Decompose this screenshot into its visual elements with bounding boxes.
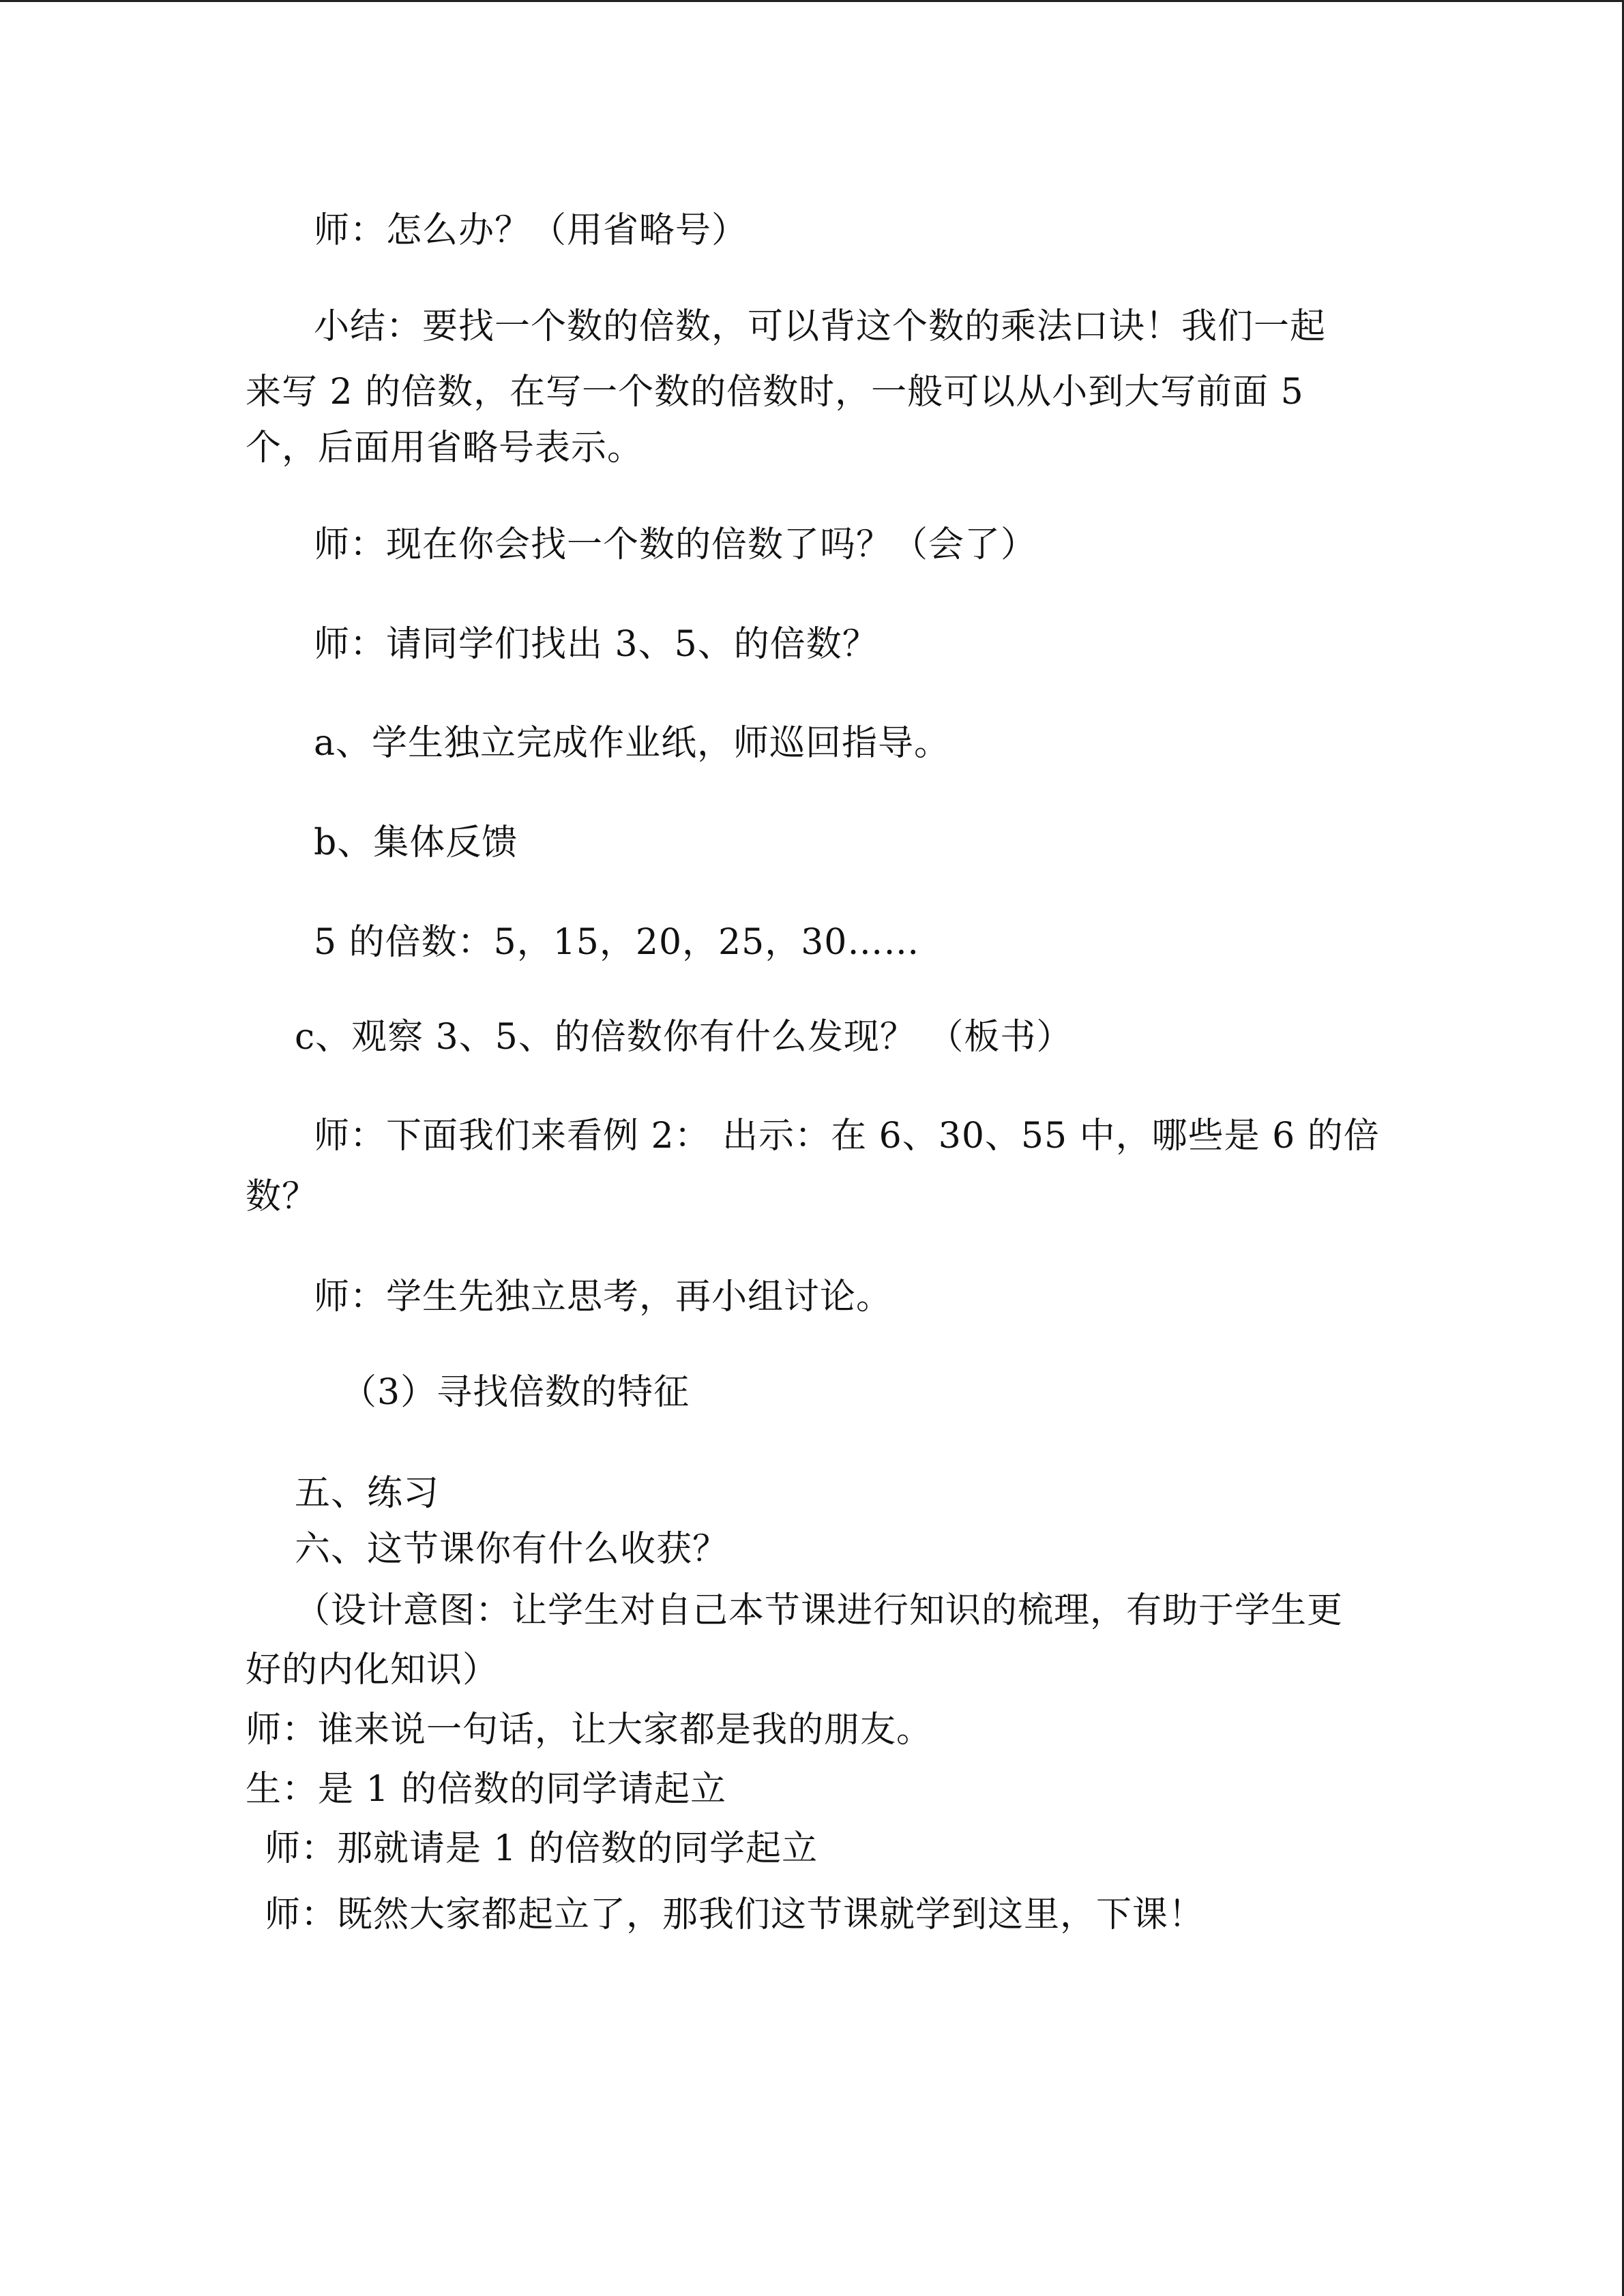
text-line: 师：下面我们来看例 2： 出示：在 6、30、55 中，哪些是 6 的倍: [314, 1116, 1380, 1157]
text-line: b、集体反馈: [314, 822, 518, 863]
text-line: 来写 2 的倍数，在写一个数的倍数时，一般可以从小到大写前面 5: [246, 372, 1304, 413]
text-line: 师：学生先独立思考，再小组讨论。: [314, 1277, 893, 1317]
text-line: 六、这节课你有什么收获？: [295, 1529, 729, 1570]
text-line: 小结：要找一个数的倍数，可以背这个数的乘法口诀！我们一起: [314, 306, 1327, 347]
page-top-border: [0, 0, 1624, 2]
text-line: 师：现在你会找一个数的倍数了吗？（会了）: [314, 524, 1037, 565]
text-line: （3）寻找倍数的特征: [341, 1372, 690, 1413]
text-line: 师：那就请是 1 的倍数的同学起立: [265, 1828, 818, 1869]
text-line: 师：请同学们找出 3、5、的倍数？: [314, 624, 879, 665]
text-line: 师：怎么办？（用省略号）: [314, 210, 748, 251]
text-line: 生：是 1 的倍数的同学请起立: [246, 1769, 727, 1810]
text-line: 数？: [246, 1176, 319, 1217]
text-line: 师：谁来说一句话，让大家都是我的朋友。: [246, 1710, 933, 1750]
text-line: 师：既然大家都起立了，那我们这节课就学到这里，下课！: [265, 1894, 1205, 1935]
text-line: 5 的倍数：5，15，20，25，30……: [314, 922, 920, 963]
text-line: 个，后面用省略号表示。: [246, 428, 644, 468]
text-line: （设计意图：让学生对自己本节课进行知识的梳理，有助于学生更: [295, 1590, 1344, 1631]
text-line: c、观察 3、5、的倍数你有什么发现？ （板书）: [295, 1017, 1073, 1058]
text-line: a、学生独立完成作业纸，师巡回指导。: [314, 723, 951, 764]
text-line: 五、练习: [295, 1473, 440, 1514]
text-line: 好的内化知识）: [246, 1650, 499, 1690]
